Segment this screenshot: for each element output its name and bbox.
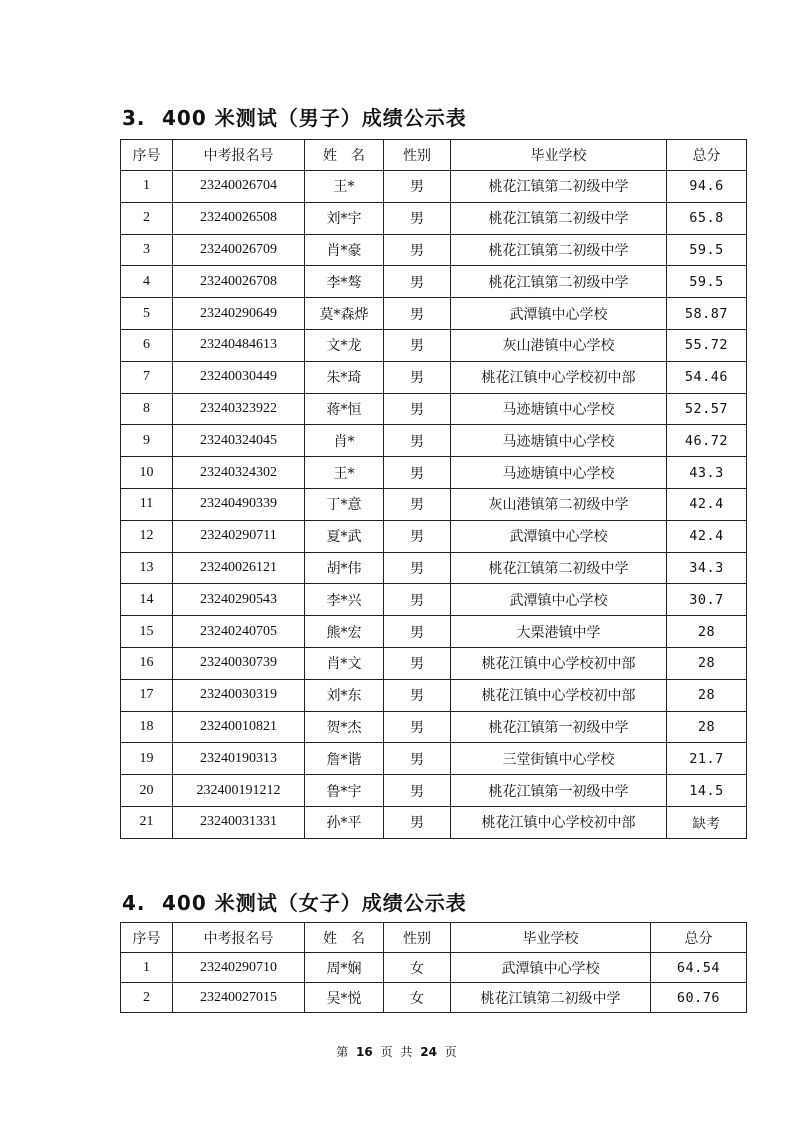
cell-col-name: 肖*文 — [305, 647, 384, 679]
table-row — [121, 329, 747, 361]
cell-col-name: 肖* — [305, 425, 384, 457]
cell-col-school: 桃花江镇第二初级中学 — [451, 171, 667, 203]
cell-col-name: 孙*平 — [305, 806, 384, 838]
footer-suffix: 页 — [444, 1045, 457, 1059]
cell-col-exam-id: 23240290711 — [173, 520, 305, 552]
cell-col-gender: 男 — [384, 234, 451, 266]
cell-col-gender: 女 — [384, 983, 451, 1013]
cell-col-gender: 男 — [384, 584, 451, 616]
header-col-gender: 性别 — [384, 140, 451, 171]
cell-col-school: 桃花江镇第一初级中学 — [451, 711, 667, 743]
header-row — [121, 923, 747, 953]
cell-col-gender: 男 — [384, 361, 451, 393]
table-header — [121, 140, 747, 171]
header-col-name: 姓 名 — [305, 923, 384, 953]
header-col-exam-id: 中考报名号 — [173, 140, 305, 171]
cell-col-school: 桃花江镇第二初级中学 — [451, 552, 667, 584]
cell-col-score: 30.7 — [667, 584, 747, 616]
cell-col-gender: 男 — [384, 171, 451, 203]
cell-col-exam-id: 23240031331 — [173, 806, 305, 838]
cell-col-index: 15 — [121, 616, 173, 648]
cell-col-school: 桃花江镇第二初级中学 — [451, 202, 667, 234]
cell-col-exam-id: 23240026121 — [173, 552, 305, 584]
cell-col-index: 19 — [121, 743, 173, 775]
cell-col-exam-id: 23240324302 — [173, 457, 305, 489]
header-col-score: 总分 — [651, 923, 747, 953]
table-row — [121, 488, 747, 520]
cell-col-school: 桃花江镇第二初级中学 — [451, 266, 667, 298]
table-body — [121, 171, 747, 839]
cell-col-index: 4 — [121, 266, 173, 298]
cell-col-score: 34.3 — [667, 552, 747, 584]
header-col-index: 序号 — [121, 923, 173, 953]
cell-col-index: 17 — [121, 679, 173, 711]
cell-col-gender: 男 — [384, 743, 451, 775]
cell-col-score: 58.87 — [667, 298, 747, 330]
cell-col-school: 武潭镇中心学校 — [451, 520, 667, 552]
cell-col-gender: 男 — [384, 298, 451, 330]
cell-col-name: 吴*悦 — [305, 983, 384, 1013]
cell-col-school: 三堂街镇中心学校 — [451, 743, 667, 775]
table-row — [121, 679, 747, 711]
cell-col-school: 灰山港镇第二初级中学 — [451, 488, 667, 520]
section-number: 3. — [122, 106, 146, 130]
table-row — [121, 361, 747, 393]
cell-col-gender: 男 — [384, 775, 451, 807]
cell-col-name: 贺*杰 — [305, 711, 384, 743]
table-row — [121, 457, 747, 489]
cell-col-exam-id: 23240240705 — [173, 616, 305, 648]
cell-col-gender: 男 — [384, 488, 451, 520]
cell-col-gender: 男 — [384, 520, 451, 552]
cell-col-score: 46.72 — [667, 425, 747, 457]
cell-col-index: 20 — [121, 775, 173, 807]
cell-col-score: 65.8 — [667, 202, 747, 234]
cell-col-school: 武潭镇中心学校 — [451, 953, 651, 983]
cell-col-score: 52.57 — [667, 393, 747, 425]
table-row — [121, 775, 747, 807]
section-title-male — [122, 102, 467, 131]
current-page-number: 16 — [356, 1045, 373, 1059]
header-col-school: 毕业学校 — [451, 923, 651, 953]
cell-col-school: 桃花江镇中心学校初中部 — [451, 679, 667, 711]
cell-col-index: 16 — [121, 647, 173, 679]
table-row — [121, 425, 747, 457]
cell-col-school: 马迹塘镇中心学校 — [451, 393, 667, 425]
cell-col-school: 桃花江镇第二初级中学 — [451, 234, 667, 266]
cell-col-gender: 女 — [384, 953, 451, 983]
section-title-female — [122, 887, 467, 916]
cell-col-index: 9 — [121, 425, 173, 457]
cell-col-score: 28 — [667, 711, 747, 743]
cell-col-exam-id: 23240026708 — [173, 266, 305, 298]
cell-col-exam-id: 23240026709 — [173, 234, 305, 266]
cell-col-score: 28 — [667, 679, 747, 711]
header-col-index: 序号 — [121, 140, 173, 171]
cell-col-name: 丁*意 — [305, 488, 384, 520]
section-number: 4. — [122, 891, 146, 915]
male-400m-score-table — [120, 139, 747, 839]
page-footer — [0, 1043, 793, 1060]
cell-col-score: 54.46 — [667, 361, 747, 393]
header-col-gender: 性别 — [384, 923, 451, 953]
cell-col-gender: 男 — [384, 711, 451, 743]
cell-col-gender: 男 — [384, 679, 451, 711]
cell-col-score: 42.4 — [667, 520, 747, 552]
cell-col-name: 莫*森烨 — [305, 298, 384, 330]
cell-col-gender: 男 — [384, 425, 451, 457]
cell-col-exam-id: 23240323922 — [173, 393, 305, 425]
table-row — [121, 234, 747, 266]
cell-col-exam-id: 23240030449 — [173, 361, 305, 393]
cell-col-score: 94.6 — [667, 171, 747, 203]
cell-col-gender: 男 — [384, 647, 451, 679]
cell-col-index: 14 — [121, 584, 173, 616]
table-row — [121, 806, 747, 838]
cell-col-exam-id: 23240030739 — [173, 647, 305, 679]
cell-col-score: 21.7 — [667, 743, 747, 775]
cell-col-index: 2 — [121, 202, 173, 234]
header-row — [121, 140, 747, 171]
cell-col-index: 5 — [121, 298, 173, 330]
table-row — [121, 266, 747, 298]
cell-col-gender: 男 — [384, 552, 451, 584]
cell-col-exam-id: 23240324045 — [173, 425, 305, 457]
cell-col-school: 桃花江镇中心学校初中部 — [451, 806, 667, 838]
cell-col-index: 2 — [121, 983, 173, 1013]
header-col-school: 毕业学校 — [451, 140, 667, 171]
cell-col-index: 12 — [121, 520, 173, 552]
cell-col-exam-id: 23240010821 — [173, 711, 305, 743]
cell-col-exam-id: 23240290543 — [173, 584, 305, 616]
table-row — [121, 953, 747, 983]
cell-col-name: 胡*伟 — [305, 552, 384, 584]
cell-col-name: 熊*宏 — [305, 616, 384, 648]
cell-col-score: 59.5 — [667, 266, 747, 298]
cell-col-index: 6 — [121, 329, 173, 361]
cell-col-name: 李*骜 — [305, 266, 384, 298]
cell-col-score: 43.3 — [667, 457, 747, 489]
cell-col-score: 14.5 — [667, 775, 747, 807]
table-row — [121, 983, 747, 1013]
footer-middle: 页 共 — [380, 1045, 413, 1059]
table-row — [121, 298, 747, 330]
cell-col-gender: 男 — [384, 393, 451, 425]
table-row — [121, 520, 747, 552]
cell-col-index: 7 — [121, 361, 173, 393]
cell-col-gender: 男 — [384, 457, 451, 489]
cell-col-score: 28 — [667, 616, 747, 648]
cell-col-name: 蒋*恒 — [305, 393, 384, 425]
cell-col-score: 42.4 — [667, 488, 747, 520]
table-row — [121, 393, 747, 425]
cell-col-name: 周*娴 — [305, 953, 384, 983]
cell-col-gender: 男 — [384, 266, 451, 298]
cell-col-school: 桃花江镇中心学校初中部 — [451, 647, 667, 679]
cell-col-school: 武潭镇中心学校 — [451, 298, 667, 330]
table-row — [121, 552, 747, 584]
header-col-exam-id: 中考报名号 — [173, 923, 305, 953]
cell-col-exam-id: 23240490339 — [173, 488, 305, 520]
cell-col-index: 18 — [121, 711, 173, 743]
cell-col-gender: 男 — [384, 616, 451, 648]
female-400m-score-table — [120, 922, 747, 1013]
cell-col-gender: 男 — [384, 329, 451, 361]
cell-col-exam-id: 23240026508 — [173, 202, 305, 234]
cell-col-name: 朱*琦 — [305, 361, 384, 393]
cell-col-name: 刘*宇 — [305, 202, 384, 234]
cell-col-school: 桃花江镇中心学校初中部 — [451, 361, 667, 393]
cell-col-index: 8 — [121, 393, 173, 425]
table-row — [121, 711, 747, 743]
table-row — [121, 171, 747, 203]
cell-col-gender: 男 — [384, 202, 451, 234]
cell-col-school: 桃花江镇第一初级中学 — [451, 775, 667, 807]
cell-col-school: 武潭镇中心学校 — [451, 584, 667, 616]
cell-col-index: 11 — [121, 488, 173, 520]
section-title-text: 400 米测试（男子）成绩公示表 — [162, 106, 467, 130]
cell-col-gender: 男 — [384, 806, 451, 838]
cell-col-school: 马迹塘镇中心学校 — [451, 425, 667, 457]
cell-col-index: 13 — [121, 552, 173, 584]
cell-col-school: 桃花江镇第二初级中学 — [451, 983, 651, 1013]
cell-col-exam-id: 23240190313 — [173, 743, 305, 775]
table-header — [121, 923, 747, 953]
cell-col-index: 1 — [121, 953, 173, 983]
cell-col-name: 文*龙 — [305, 329, 384, 361]
cell-col-score: 64.54 — [651, 953, 747, 983]
table-body — [121, 953, 747, 1013]
cell-col-name: 夏*武 — [305, 520, 384, 552]
cell-col-name: 王* — [305, 457, 384, 489]
cell-col-index: 1 — [121, 171, 173, 203]
cell-col-exam-id: 23240484613 — [173, 329, 305, 361]
header-col-name: 姓 名 — [305, 140, 384, 171]
cell-col-score: 28 — [667, 647, 747, 679]
cell-col-score: 缺考 — [667, 806, 747, 838]
cell-col-exam-id: 232400191212 — [173, 775, 305, 807]
table-row — [121, 202, 747, 234]
table-row — [121, 743, 747, 775]
cell-col-name: 肖*豪 — [305, 234, 384, 266]
cell-col-exam-id: 23240026704 — [173, 171, 305, 203]
cell-col-school: 马迹塘镇中心学校 — [451, 457, 667, 489]
cell-col-school: 大栗港镇中学 — [451, 616, 667, 648]
table-row — [121, 584, 747, 616]
cell-col-name: 刘*东 — [305, 679, 384, 711]
cell-col-score: 59.5 — [667, 234, 747, 266]
cell-col-score: 55.72 — [667, 329, 747, 361]
section-title-text: 400 米测试（女子）成绩公示表 — [162, 891, 467, 915]
cell-col-index: 3 — [121, 234, 173, 266]
cell-col-index: 21 — [121, 806, 173, 838]
cell-col-score: 60.76 — [651, 983, 747, 1013]
cell-col-name: 詹*谐 — [305, 743, 384, 775]
cell-col-name: 王* — [305, 171, 384, 203]
cell-col-exam-id: 23240290710 — [173, 953, 305, 983]
total-pages-number: 24 — [420, 1045, 437, 1059]
footer-prefix: 第 — [336, 1045, 349, 1059]
table-row — [121, 616, 747, 648]
cell-col-name: 李*兴 — [305, 584, 384, 616]
header-col-score: 总分 — [667, 140, 747, 171]
cell-col-name: 鲁*宇 — [305, 775, 384, 807]
table-row — [121, 647, 747, 679]
cell-col-exam-id: 23240290649 — [173, 298, 305, 330]
cell-col-index: 10 — [121, 457, 173, 489]
cell-col-school: 灰山港镇中心学校 — [451, 329, 667, 361]
cell-col-exam-id: 23240027015 — [173, 983, 305, 1013]
cell-col-exam-id: 23240030319 — [173, 679, 305, 711]
